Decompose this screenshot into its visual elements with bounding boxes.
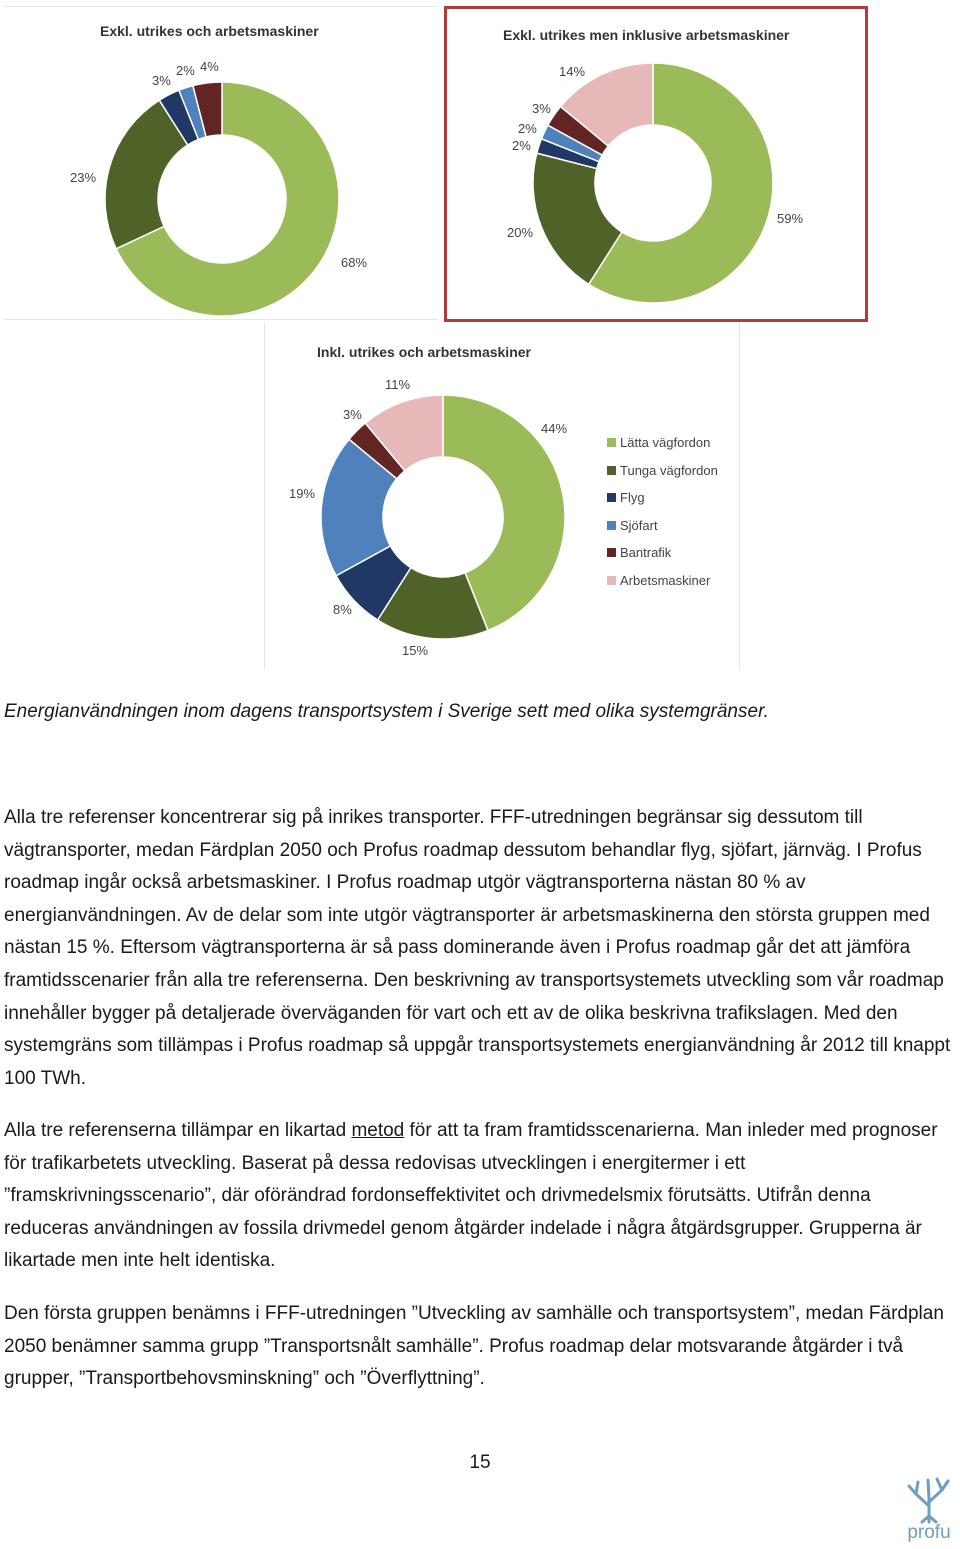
legend-label-sjofart: Sjöfart [620,518,658,533]
chart-b-label-tunga: 20% [507,225,534,240]
legend-label-bantrafik: Bantrafik [620,545,672,560]
legend-label-flyg: Flyg [620,490,645,505]
paragraph-2-text-end: för att ta fram framtidsscenarierna. Man inleder med prognoser för trafikarbetets utveckling. Baserat på dessa redovisas utvecklingen i energitermer i ett ”framskrivningsscenario”, där oförändrad fordonseffektivitet och drivmedelsmix förutsätts. Utifrån denna reduceras användningen av fossila drivmedel genom åtgärder indelade i några åtgärdsgrupper. Grupperna är likartade men inte helt identiska. [4,1120,938,1272]
profu-logo [900,1472,958,1548]
chart-c-label-bantrafik: 3% [343,407,362,422]
legend-swatch-bantrafik [607,548,616,557]
body-paragraph-2 [4,1115,956,1278]
chart-b-slices [533,63,773,303]
legend-label-arbetsmaskiner: Arbetsmaskiner [620,573,711,588]
legend-swatch-arbetsmaskiner [607,576,616,585]
chart-c-label-arbetsmaskiner: 11% [385,377,411,392]
donut-chart-a-svg [4,7,438,319]
chart-a-label-flyg: 3% [152,73,171,88]
body-paragraph-3: Den första gruppen benämns i FFF-utredningen ”Utveckling av samhälle och transportsystem”, medan Färdplan 2050 benämner samma grupp ”Transportsnålt samhälle”. Profus roadmap delar motsvarande åtgärder i två grupper, ”Transportbehovsminskning” och ”Överflyttning”. [4,1303,944,1390]
chart-b-label-latta: 59% [777,211,804,226]
chart-a-slices [105,82,339,316]
metod-link[interactable]: metod [351,1120,405,1141]
donut-chart-exkl-utrikes-inkl-arbetsmaskiner [444,6,868,322]
chart-c-slices [321,395,568,639]
chart-c-label-tunga: 15% [402,643,429,658]
chart-c-label-sjofart: 19% [289,486,316,501]
figure-caption: Energianvändningen inom dagens transportsystem i Sverige sett med olika systemgränser. [4,701,769,722]
legend-label-latta: Lätta vägfordon [620,435,711,450]
paragraph-2-text-start: Alla tre referenserna tillämpar en likartad [4,1120,352,1141]
chart-c-legend [607,435,718,588]
chart-b-label-arbetsmaskiner: 14% [559,64,586,79]
chart-a-label-latta: 68% [341,255,368,270]
legend-swatch-tunga [607,466,616,475]
chart-a-label-tunga: 23% [70,170,97,185]
chart-c-label-latta: 44% [541,421,568,436]
donut-chart-inkl-utrikes-och-arbetsmaskiner [264,322,740,670]
donut-chart-c-svg [265,322,739,670]
donut-chart-b-svg [447,9,865,319]
chart-b-label-bantrafik: 3% [532,101,551,116]
donut-chart-exkl-utrikes-och-arbetsmaskiner [4,6,438,320]
tree-icon [900,1472,958,1524]
chart-a-label-sjofart: 2% [176,63,195,78]
legend-swatch-sjofart [607,521,616,530]
legend-label-tunga: Tunga vägfordon [620,463,718,478]
chart-b-title: Exkl. utrikes men inklusive arbetsmaskiner [503,27,790,43]
legend-swatch-flyg [607,493,616,502]
chart-a-label-bantrafik: 4% [200,59,219,74]
chart-c-title: Inkl. utrikes och arbetsmaskiner [317,344,531,360]
logo-text: profu [907,1522,951,1543]
legend-swatch-latta [607,438,616,447]
chart-b-label-flyg: 2% [512,138,531,153]
page-number: 15 [469,1452,491,1473]
chart-c-label-flyg: 8% [333,602,352,617]
body-paragraph-1: Alla tre referenser koncentrerar sig på inrikes transporter. FFF-utredningen begränsar sig dessutom till vägtransporter, medan Färdplan 2050 och Profus roadmap dessutom behandlar flyg, sjöfart, järnväg. I Profus roadmap ingår också arbetsmaskiner. I Profus roadmap utgör vägtransporterna nästan 80 % av energianvändningen. Av de delar som inte utgör vägtransporter är arbetsmaskinerna den största gruppen med nästan 15 %. Eftersom vägtransporterna är så pass dominerande även i Profus roadmap går det att jämföra framtidsscenarier från alla tre referenserna. Den beskrivning av transportsystemets utveckling som vår roadmap innehåller bygger på detaljerade överväganden för vart och ett av de olika beskrivna trafikslagen. Med den systemgräns som tillämpas i Profus roadmap så uppgår transportsystemets energianvändning år 2012 till knappt 100 TWh. [4,807,951,1089]
chart-a-title: Exkl. utrikes och arbetsmaskiner [100,23,319,39]
chart-b-label-sjofart: 2% [518,121,537,136]
